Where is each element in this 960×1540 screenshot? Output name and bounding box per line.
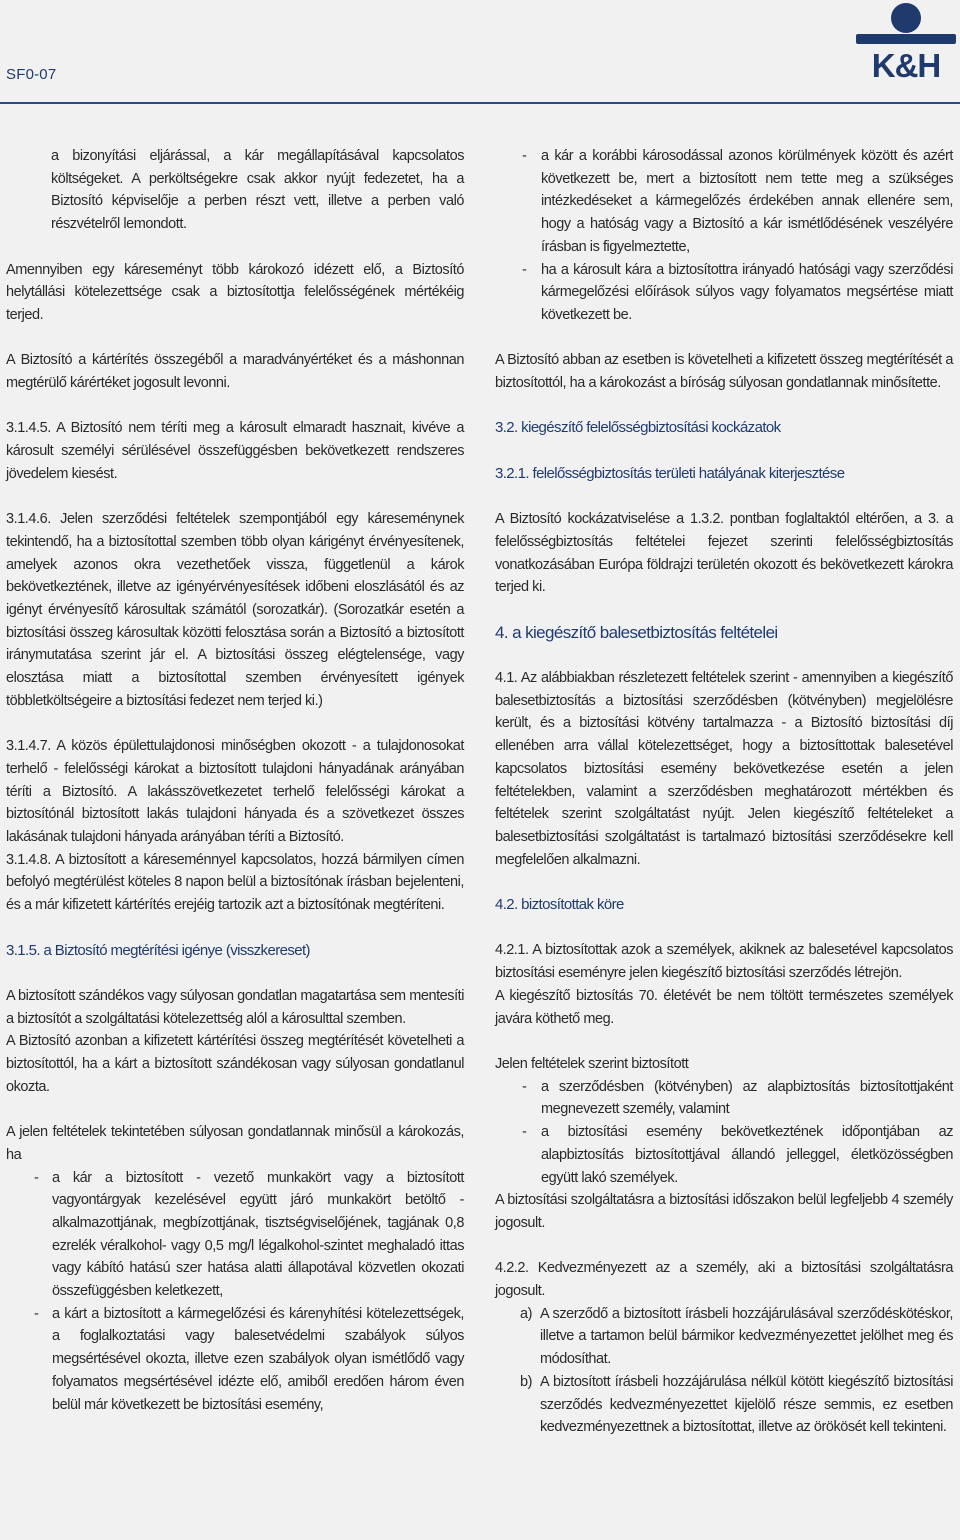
paragraph: 3.1.4.6. Jelen szerződési feltételek szempontjából egy káreseménynek tekintendő, ha a biztosítottal szemben több olyan kárigényt érvényesítenek, amelyek azonos okra vezethetőek vissza, függetlenül a károk bekövetkeztének, illetve az igényérvényesítések időbeni eloszlásától és az igényt érvényesítő károsultak számától (sorozatkár). (Sorozatkár esetén a biztosítási összeg károsultak közötti felosztása során a Biztosító a biztosított iránymutatása szerint jár el. A biztosítási összeg elégtelensége, vagy elosztása miatt a biztosítottal szemben érvényesített igények többletköltségeire a biztosítási fedezet nem terjed ki.) (6, 511, 464, 709)
list-item-text: a szerződésben (kötvényben) az alapbiztosítás biztosítottjaként megnevezett személy, valamint (541, 1078, 953, 1118)
paragraph: A jelen feltételek tekintetében súlyosan gondatlannak minősül a károkozás, ha (6, 1124, 464, 1163)
paragraph: 4.2.2. Kedvezményezett az a személy, aki a biztosítási szolgáltatásra jogosult. (495, 1260, 953, 1299)
dash-marker: - (34, 1305, 39, 1322)
list-item-text: a kár a biztosított - vezető munkakört vagy a biztosított vagyontárgyak kezelésével együtt járó munkakört betöltő - alkalmazottjának, megbízottjának, tisztségviselőjének, tagjának 0,8 ezrelék véralkohol- vagy 0,5 mg/l légalkohol-szintet meghaladó ittas vagy kábító hatású szer hatása alatti állapotával közvetlen okozati összefüggésben keletkezett, (52, 1169, 464, 1300)
left-column (6, 145, 464, 1416)
logo-wordmark: K&H (871, 47, 941, 80)
paragraph: 4.2.1. A biztosítottak azok a személyek, akiknek az balesetével kapcsolatos biztosítási eseményre jelen kiegészítő biztosítási szerződés létrejön. (495, 942, 953, 982)
dash-marker: - (522, 261, 527, 278)
list-item (495, 1076, 953, 1121)
paragraph: A biztosítási szolgáltatásra a biztosítási időszakon belül legfeljebb 4 személy jogosult. (495, 1192, 953, 1231)
paragraph: A Biztosító kockázatviselése a 1.3.2. pontban foglaltaktól eltérően, a 3. a felelősségbiztosítás feltételei fejezet szerinti felelősségbiztosítás vonatkozásában Európa földrajzi területén okozott és bekövetkezett károkra terjed ki. (495, 511, 953, 596)
list-item (6, 1303, 464, 1417)
section-heading-3-2: 3.2. kiegészítő felelősségbiztosítási kockázatok (495, 419, 781, 437)
list-item-a (495, 1303, 953, 1371)
paragraph: A Biztosító abban az esetben is követelheti a kifizetett összeg megtérítését a biztosítottól, ha a károkozást a bíróság súlyosan gondatlannak minősítette. (495, 352, 953, 392)
list-item-text: A biztosított írásbeli hozzájárulása nélkül kötött kiegészítő biztosítási szerződés kedvezményezettet kijelölő része semmis, ez esetben kedvezményezettnek a biztosítottat, illetve az örökösét kell tekinteni. (540, 1373, 953, 1436)
kh-logo (856, 0, 956, 80)
section-heading-3-1-5: 3.1.5. a Biztosító megtérítési igénye (visszkereset) (6, 941, 310, 959)
list-item-text: a kárt a biztosított a kármegelőzési és kárenyhítési kötelezettségek, a foglalkoztatási vagy balesetvédelmi szabályok súlyos megsértésével okozta, illetve ezen szabályok olyan ismétlődő vagy folyamatos megsértésével idézte elő, amiből eredően három éven belül már következett be biztosítási esemény, (52, 1305, 464, 1413)
list-marker-a: a) (520, 1305, 532, 1322)
list-item (495, 1121, 953, 1189)
section-heading-3-2-1: 3.2.1. felelősségbiztosítás területi hatályának kiterjesztése (495, 464, 845, 482)
list-item-text: A szerződő a biztosított írásbeli hozzájárulásával szerződéskötéskor, illetve a tartamon belül bármikor kedvezményezettet jelölhet meg és módosíthat. (540, 1305, 953, 1368)
dash-marker: - (522, 148, 527, 164)
paragraph: a bizonyítási eljárással, a kár megállapításával kapcsolatos költségeket. A perköltségekre csak akkor nyújt fedezetet, ha a Biztosító képviselője a perben részt vett, illetve a perben való részvételről lemondott. (51, 148, 464, 233)
section-heading-4-2: 4.2. biztosítottak köre (495, 896, 624, 914)
dash-marker: - (522, 1124, 527, 1141)
paragraph: A Biztosító a kártérítés összegéből a maradványértéket és a máshonnan megtérülő kárértéket jogosult levonni. (6, 352, 464, 391)
list-item-b (495, 1371, 953, 1439)
list-item-text: a biztosítási esemény bekövetkeztének időpontjában az alapbiztosítás biztosítottjával állandó jelleggel, életközösségben együtt lakó személyek. (541, 1124, 953, 1186)
list-item (6, 1167, 464, 1303)
paragraph: Amennyiben egy káreseményt több károkozó idézett elő, a Biztosító helytállási kötelezettsége csak a biztosítottja felelősségének mértékéig terjed. (6, 261, 464, 323)
dash-marker: - (522, 1078, 527, 1095)
section-heading-4: 4. a kiegészítő balesetbiztosítás feltételei (495, 622, 778, 642)
dash-marker: - (34, 1169, 39, 1186)
paragraph: Jelen feltételek szerint biztosított (495, 1055, 689, 1072)
right-column (495, 145, 953, 1439)
paragraph: 4.1. Az alábbiakban részletezett feltételek szerint - amennyiben a kiegészítő balesetbiztosítás a biztosítási szerződésben (kötvényben) megjelölésre került, és a biztosítási kötvény tartalmazza - a Biztosító biztosítási díj ellenében arra vállal kötelezettséget, hogy a biztosíttottak balesetével kapcsolatos biztosítási esemény bekövetkezése esetén a jelen feltételekben, valamint a szerződésben meghatározott mértékben és feltételek szerint szolgáltatást nyújt. Jelen kiegészítő feltételeket a balesetbiztosítási szolgáltatást is tartalmazó biztosítási szerződésekre kell megfelelően alkalmazni. (495, 670, 953, 868)
header-divider (0, 102, 960, 104)
paragraph: A kiegészítő biztosítás 70. életévét be nem töltött természetes személyek javára köthető meg. (495, 987, 953, 1027)
paragraph: 3.1.4.8. A biztosított a káreseménnyel kapcsolatos, hozzá bármilyen címen befolyó megtérülést köteles 8 napon belül a biztosítónak írásban bejelenteni, és a már kifizetett kártérítés erejéig tartozik azt a biztosítónak megtéríteni. (6, 851, 464, 914)
list-item (495, 145, 953, 259)
paragraph: 3.1.4.7. A közös épülettulajdonosi minőségben okozott - a tulajdonosokat terhelő - felelősségi károkat a biztosított tulajdoni hányadának arányában téríti a Biztosító. A lakásszövetkezetet terhelő felelősségi károkat a biztosítónál biztosított lakás tulajdoni hányada és a szövetkezet összes lakásának tulajdoni hányada arányában téríti a Biztosító. (6, 738, 464, 846)
document-code: SF0-07 (6, 66, 57, 83)
list-item-text: a kár a korábbi károsodással azonos körülmények között és azért következett be, mert a biztosított nem tette meg a szükséges intézkedéseket a kármegelőzés érdekében annak ellenére sem, hogy a hatóság vagy a Biztosító a kár ismétlődésének veszélyére írásban is figyelmeztette, (541, 148, 953, 255)
paragraph: 3.1.4.5. A Biztosító nem téríti meg a károsult elmaradt hasznait, kivéve a károsult személyi sérülésével összefüggésben bekövetkezett rendszeres jövedelem kiesést. (6, 420, 464, 482)
list-marker-b: b) (520, 1373, 532, 1390)
list-item-text: ha a károsult kára a biztosítottra irányadó hatósági vagy szerződési kármegelőzési előírások súlyos vagy folyamatos megsértése miatt következett be. (541, 261, 953, 323)
list-item (495, 259, 953, 327)
paragraph: A Biztosító azonban a kifizetett kártérítési összeg megtérítését követelheti a biztosítottól, ha a kárt a biztosított szándékosan vagy súlyosan gondatlanul okozta. (6, 1033, 464, 1095)
paragraph: A biztosított szándékos vagy súlyosan gondatlan magatartása sem mentesíti a biztosítót a szolgáltatási kötelezettség alól a károsulttal szemben. (6, 987, 465, 1027)
